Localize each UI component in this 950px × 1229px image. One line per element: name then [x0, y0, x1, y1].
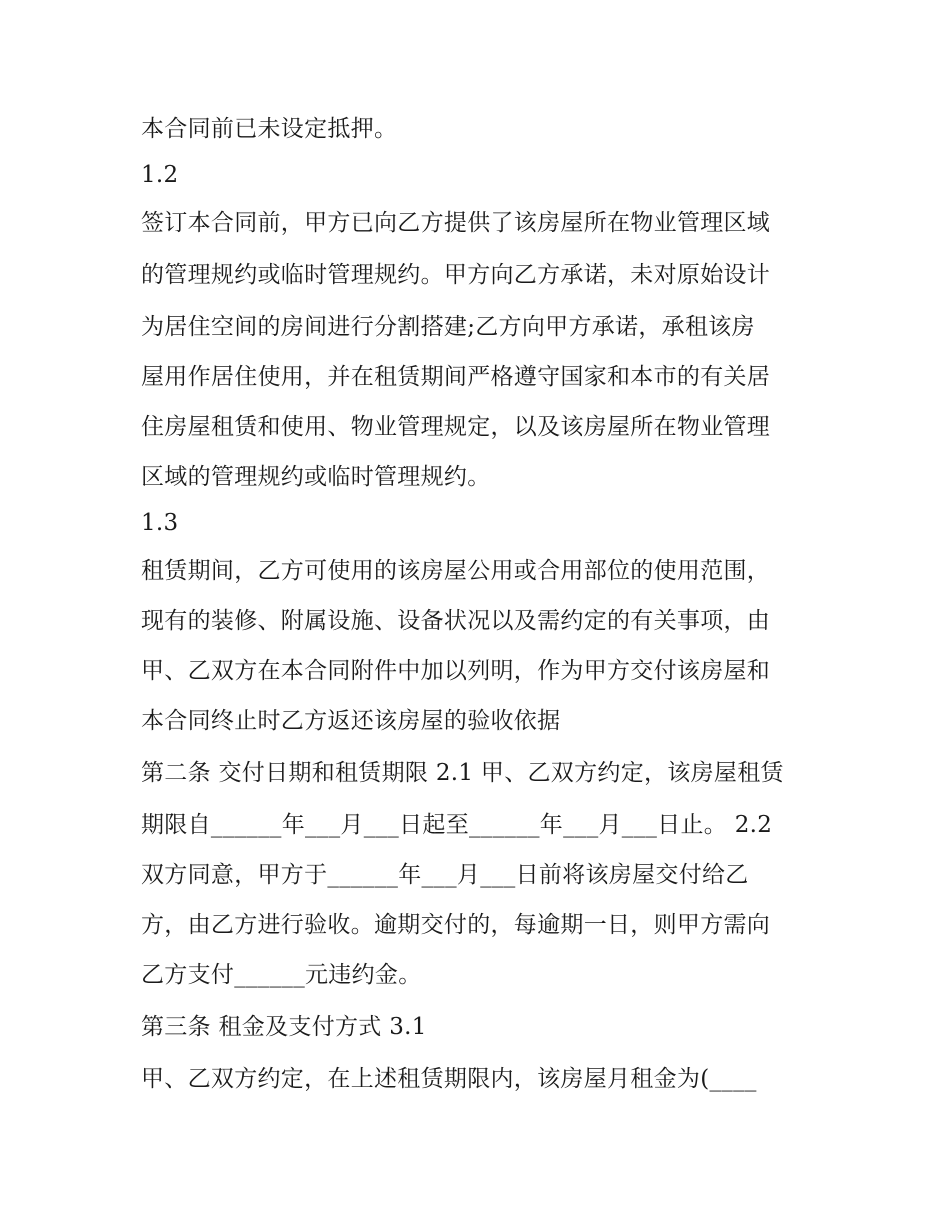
article-heading-line: 第三条 租金及支付方式 3.1: [141, 1014, 427, 1040]
text-line: 住房屋租赁和使用、物业管理规定，以及该房屋所在物业管理: [141, 414, 771, 440]
text-line: 租赁期间，乙方可使用的该房屋公用或合用部位的使用范围，: [141, 558, 771, 584]
text-line: 乙方支付______元违约金。: [141, 962, 422, 988]
section-number: 1.2: [141, 162, 179, 188]
section-number: 1.3: [141, 510, 179, 536]
text-line: 甲、乙双方在本合同附件中加以列明，作为甲方交付该房屋和: [141, 658, 771, 684]
text-line: 双方同意，甲方于______年___月___日前将该房屋交付给乙: [141, 862, 749, 888]
text-line: 本合同终止时乙方返还该房屋的验收依据: [141, 708, 561, 734]
text-line: 签订本合同前，甲方已向乙方提供了该房屋所在物业管理区域: [141, 210, 771, 236]
text-line: 屋用作居住使用，并在租赁期间严格遵守国家和本市的有关居: [141, 364, 771, 390]
text-line: 的管理规约或临时管理规约。甲方向乙方承诺，未对原始设计: [141, 262, 771, 288]
text-line: 期限自______年___月___日起至______年___月___日止。 2.2: [141, 812, 773, 838]
text-line: 为居住空间的房间进行分割搭建;乙方向甲方承诺，承租该房: [141, 314, 755, 340]
text-line: 方，由乙方进行验收。逾期交付的，每逾期一日，则甲方需向: [141, 912, 771, 938]
text-line: 区域的管理规约或临时管理规约。: [141, 464, 491, 490]
text-line: 本合同前已未设定抵押。: [141, 116, 398, 142]
article-heading-line: 第二条 交付日期和租赁期限 2.1 甲、乙双方约定，该房屋租赁: [141, 760, 784, 786]
text-line: 甲、乙双方约定，在上述租赁期限内，该房屋月租金为(____: [141, 1066, 757, 1092]
text-line: 现有的装修、附属设施、设备状况以及需约定的有关事项，由: [141, 608, 771, 634]
